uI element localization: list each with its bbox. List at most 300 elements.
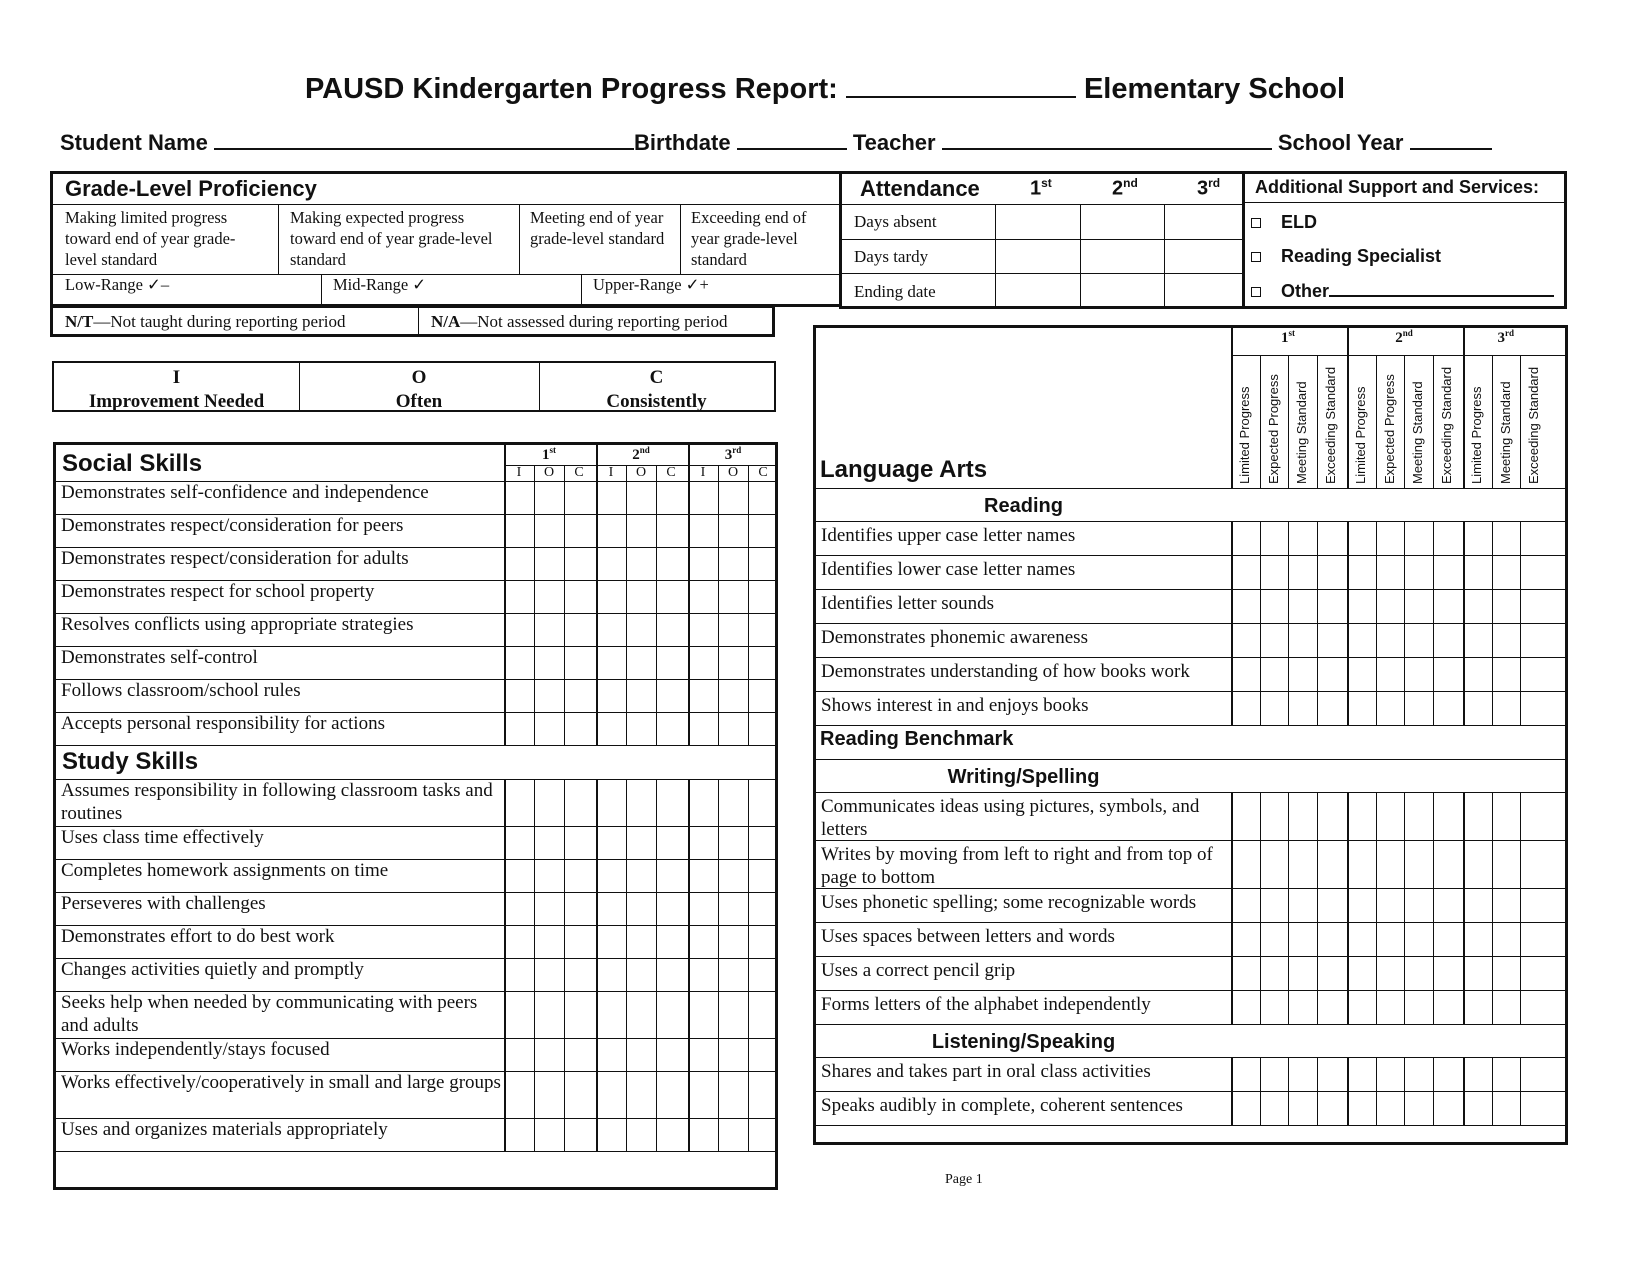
- rating-cell[interactable]: [504, 1071, 534, 1118]
- rating-cell[interactable]: [1433, 555, 1462, 589]
- student-name-field[interactable]: [214, 144, 634, 150]
- rating-cell[interactable]: [656, 1071, 686, 1118]
- rating-cell[interactable]: [1260, 1091, 1289, 1125]
- rating-cell[interactable]: [1463, 1091, 1492, 1125]
- rating-cell[interactable]: [1347, 691, 1376, 725]
- rating-cell[interactable]: [688, 580, 718, 613]
- rating-cell[interactable]: [688, 1038, 718, 1071]
- rating-cell[interactable]: [656, 547, 686, 580]
- rating-cell[interactable]: [718, 580, 748, 613]
- days-absent-cell[interactable]: [996, 205, 1080, 239]
- rating-cell[interactable]: [1376, 990, 1405, 1024]
- rating-cell[interactable]: [718, 646, 748, 679]
- rating-cell[interactable]: [1317, 956, 1346, 990]
- rating-cell[interactable]: [1520, 521, 1549, 555]
- rating-cell[interactable]: [1347, 888, 1376, 922]
- rating-cell[interactable]: [1231, 922, 1260, 956]
- rating-cell[interactable]: [596, 679, 626, 712]
- rating-cell[interactable]: [626, 925, 656, 958]
- rating-cell[interactable]: [504, 1118, 534, 1151]
- rating-cell[interactable]: [1231, 1091, 1260, 1125]
- rating-cell[interactable]: [1317, 990, 1346, 1024]
- rating-cell[interactable]: [1231, 691, 1260, 725]
- support-eld[interactable]: ELD: [1251, 212, 1317, 233]
- rating-cell[interactable]: [718, 958, 748, 991]
- rating-cell[interactable]: [1433, 623, 1462, 657]
- rating-cell[interactable]: [596, 779, 626, 826]
- rating-cell[interactable]: [718, 892, 748, 925]
- rating-cell[interactable]: [1376, 956, 1405, 990]
- checkbox-icon[interactable]: [1251, 287, 1261, 297]
- rating-cell[interactable]: [1376, 521, 1405, 555]
- rating-cell[interactable]: [504, 514, 534, 547]
- rating-cell[interactable]: [1376, 657, 1405, 691]
- rating-cell[interactable]: [1404, 657, 1433, 691]
- rating-cell[interactable]: [596, 712, 626, 745]
- rating-cell[interactable]: [718, 514, 748, 547]
- school-name-blank[interactable]: [846, 92, 1076, 98]
- support-other[interactable]: Other: [1251, 281, 1554, 302]
- rating-cell[interactable]: [1288, 888, 1317, 922]
- rating-cell[interactable]: [1492, 840, 1521, 888]
- rating-cell[interactable]: [596, 892, 626, 925]
- rating-cell[interactable]: [1492, 623, 1521, 657]
- rating-cell[interactable]: [534, 859, 564, 892]
- rating-cell[interactable]: [688, 646, 718, 679]
- rating-cell[interactable]: [1463, 840, 1492, 888]
- rating-cell[interactable]: [1520, 990, 1549, 1024]
- rating-cell[interactable]: [1520, 691, 1549, 725]
- rating-cell[interactable]: [504, 859, 534, 892]
- checkbox-icon[interactable]: [1251, 252, 1261, 262]
- rating-cell[interactable]: [748, 779, 778, 826]
- rating-cell[interactable]: [656, 580, 686, 613]
- rating-cell[interactable]: [656, 613, 686, 646]
- rating-cell[interactable]: [1463, 792, 1492, 840]
- rating-cell[interactable]: [1288, 922, 1317, 956]
- rating-cell[interactable]: [564, 646, 594, 679]
- rating-cell[interactable]: [1376, 1057, 1405, 1091]
- rating-cell[interactable]: [534, 481, 564, 514]
- rating-cell[interactable]: [1231, 589, 1260, 623]
- rating-cell[interactable]: [688, 958, 718, 991]
- rating-cell[interactable]: [534, 925, 564, 958]
- rating-cell[interactable]: [1433, 1091, 1462, 1125]
- rating-cell[interactable]: [504, 613, 534, 646]
- rating-cell[interactable]: [1463, 1057, 1492, 1091]
- rating-cell[interactable]: [1492, 657, 1521, 691]
- rating-cell[interactable]: [504, 580, 534, 613]
- rating-cell[interactable]: [1404, 623, 1433, 657]
- rating-cell[interactable]: [718, 547, 748, 580]
- rating-cell[interactable]: [1317, 589, 1346, 623]
- rating-cell[interactable]: [656, 712, 686, 745]
- rating-cell[interactable]: [596, 481, 626, 514]
- rating-cell[interactable]: [1260, 990, 1289, 1024]
- rating-cell[interactable]: [656, 481, 686, 514]
- rating-cell[interactable]: [656, 646, 686, 679]
- rating-cell[interactable]: [1260, 623, 1289, 657]
- rating-cell[interactable]: [1520, 589, 1549, 623]
- rating-cell[interactable]: [1347, 589, 1376, 623]
- rating-cell[interactable]: [1260, 840, 1289, 888]
- rating-cell[interactable]: [1347, 521, 1376, 555]
- rating-cell[interactable]: [1463, 589, 1492, 623]
- rating-cell[interactable]: [718, 1038, 748, 1071]
- rating-cell[interactable]: [1231, 555, 1260, 589]
- rating-cell[interactable]: [748, 580, 778, 613]
- rating-cell[interactable]: [1288, 792, 1317, 840]
- rating-cell[interactable]: [564, 580, 594, 613]
- rating-cell[interactable]: [1463, 521, 1492, 555]
- rating-cell[interactable]: [1288, 623, 1317, 657]
- rating-cell[interactable]: [504, 679, 534, 712]
- rating-cell[interactable]: [564, 958, 594, 991]
- rating-cell[interactable]: [718, 712, 748, 745]
- rating-cell[interactable]: [1376, 840, 1405, 888]
- rating-cell[interactable]: [718, 679, 748, 712]
- rating-cell[interactable]: [1317, 657, 1346, 691]
- rating-cell[interactable]: [1433, 792, 1462, 840]
- rating-cell[interactable]: [596, 991, 626, 1038]
- rating-cell[interactable]: [1404, 990, 1433, 1024]
- rating-cell[interactable]: [656, 779, 686, 826]
- rating-cell[interactable]: [1404, 691, 1433, 725]
- rating-cell[interactable]: [688, 547, 718, 580]
- rating-cell[interactable]: [596, 646, 626, 679]
- rating-cell[interactable]: [1520, 1057, 1549, 1091]
- rating-cell[interactable]: [1317, 555, 1346, 589]
- rating-cell[interactable]: [534, 613, 564, 646]
- rating-cell[interactable]: [564, 1071, 594, 1118]
- rating-cell[interactable]: [1463, 888, 1492, 922]
- rating-cell[interactable]: [688, 892, 718, 925]
- rating-cell[interactable]: [564, 892, 594, 925]
- rating-cell[interactable]: [564, 859, 594, 892]
- rating-cell[interactable]: [1376, 555, 1405, 589]
- rating-cell[interactable]: [564, 1118, 594, 1151]
- rating-cell[interactable]: [1376, 888, 1405, 922]
- rating-cell[interactable]: [534, 1038, 564, 1071]
- rating-cell[interactable]: [1317, 792, 1346, 840]
- rating-cell[interactable]: [1463, 657, 1492, 691]
- school-year-field[interactable]: [1410, 144, 1492, 150]
- rating-cell[interactable]: [1404, 589, 1433, 623]
- rating-cell[interactable]: [626, 826, 656, 859]
- rating-cell[interactable]: [718, 1071, 748, 1118]
- rating-cell[interactable]: [718, 991, 748, 1038]
- rating-cell[interactable]: [1520, 840, 1549, 888]
- rating-cell[interactable]: [688, 514, 718, 547]
- rating-cell[interactable]: [1492, 1057, 1521, 1091]
- rating-cell[interactable]: [626, 991, 656, 1038]
- rating-cell[interactable]: [656, 1038, 686, 1071]
- rating-cell[interactable]: [748, 1071, 778, 1118]
- rating-cell[interactable]: [1260, 589, 1289, 623]
- rating-cell[interactable]: [748, 1038, 778, 1071]
- rating-cell[interactable]: [748, 859, 778, 892]
- rating-cell[interactable]: [626, 779, 656, 826]
- rating-cell[interactable]: [564, 826, 594, 859]
- checkbox-icon[interactable]: [1251, 218, 1261, 228]
- rating-cell[interactable]: [1520, 1091, 1549, 1125]
- rating-cell[interactable]: [1347, 990, 1376, 1024]
- rating-cell[interactable]: [688, 826, 718, 859]
- rating-cell[interactable]: [1317, 1091, 1346, 1125]
- rating-cell[interactable]: [656, 958, 686, 991]
- rating-cell[interactable]: [534, 1071, 564, 1118]
- rating-cell[interactable]: [1347, 792, 1376, 840]
- rating-cell[interactable]: [1347, 555, 1376, 589]
- rating-cell[interactable]: [1376, 589, 1405, 623]
- rating-cell[interactable]: [504, 481, 534, 514]
- rating-cell[interactable]: [626, 892, 656, 925]
- rating-cell[interactable]: [1260, 657, 1289, 691]
- rating-cell[interactable]: [1317, 691, 1346, 725]
- rating-cell[interactable]: [564, 613, 594, 646]
- rating-cell[interactable]: [504, 547, 534, 580]
- rating-cell[interactable]: [534, 779, 564, 826]
- rating-cell[interactable]: [596, 859, 626, 892]
- rating-cell[interactable]: [656, 679, 686, 712]
- rating-cell[interactable]: [748, 514, 778, 547]
- rating-cell[interactable]: [504, 712, 534, 745]
- rating-cell[interactable]: [626, 481, 656, 514]
- rating-cell[interactable]: [1231, 888, 1260, 922]
- rating-cell[interactable]: [1520, 623, 1549, 657]
- rating-cell[interactable]: [1317, 521, 1346, 555]
- rating-cell[interactable]: [718, 859, 748, 892]
- rating-cell[interactable]: [1288, 990, 1317, 1024]
- rating-cell[interactable]: [534, 514, 564, 547]
- rating-cell[interactable]: [564, 991, 594, 1038]
- rating-cell[interactable]: [1317, 1057, 1346, 1091]
- rating-cell[interactable]: [1433, 521, 1462, 555]
- rating-cell[interactable]: [1463, 956, 1492, 990]
- rating-cell[interactable]: [688, 925, 718, 958]
- rating-cell[interactable]: [1260, 922, 1289, 956]
- rating-cell[interactable]: [688, 613, 718, 646]
- rating-cell[interactable]: [534, 991, 564, 1038]
- rating-cell[interactable]: [1231, 623, 1260, 657]
- rating-cell[interactable]: [596, 826, 626, 859]
- rating-cell[interactable]: [1433, 589, 1462, 623]
- rating-cell[interactable]: [718, 826, 748, 859]
- rating-cell[interactable]: [534, 580, 564, 613]
- rating-cell[interactable]: [626, 580, 656, 613]
- rating-cell[interactable]: [1376, 792, 1405, 840]
- rating-cell[interactable]: [748, 892, 778, 925]
- rating-cell[interactable]: [1492, 555, 1521, 589]
- rating-cell[interactable]: [718, 925, 748, 958]
- rating-cell[interactable]: [1231, 990, 1260, 1024]
- rating-cell[interactable]: [1317, 840, 1346, 888]
- rating-cell[interactable]: [1260, 1057, 1289, 1091]
- rating-cell[interactable]: [688, 679, 718, 712]
- rating-cell[interactable]: [718, 1118, 748, 1151]
- rating-cell[interactable]: [534, 547, 564, 580]
- rating-cell[interactable]: [626, 1118, 656, 1151]
- rating-cell[interactable]: [656, 514, 686, 547]
- rating-cell[interactable]: [1288, 691, 1317, 725]
- rating-cell[interactable]: [1520, 888, 1549, 922]
- rating-cell[interactable]: [626, 646, 656, 679]
- rating-cell[interactable]: [1347, 657, 1376, 691]
- rating-cell[interactable]: [656, 925, 686, 958]
- rating-cell[interactable]: [1288, 657, 1317, 691]
- rating-cell[interactable]: [1231, 956, 1260, 990]
- rating-cell[interactable]: [564, 925, 594, 958]
- rating-cell[interactable]: [748, 481, 778, 514]
- rating-cell[interactable]: [1463, 922, 1492, 956]
- rating-cell[interactable]: [748, 712, 778, 745]
- support-other-field[interactable]: [1329, 291, 1554, 297]
- rating-cell[interactable]: [1492, 888, 1521, 922]
- rating-cell[interactable]: [688, 1118, 718, 1151]
- rating-cell[interactable]: [1492, 691, 1521, 725]
- rating-cell[interactable]: [534, 958, 564, 991]
- rating-cell[interactable]: [1231, 1057, 1260, 1091]
- rating-cell[interactable]: [596, 580, 626, 613]
- rating-cell[interactable]: [534, 892, 564, 925]
- rating-cell[interactable]: [534, 1118, 564, 1151]
- rating-cell[interactable]: [1492, 956, 1521, 990]
- rating-cell[interactable]: [504, 1038, 534, 1071]
- rating-cell[interactable]: [1260, 956, 1289, 990]
- rating-cell[interactable]: [596, 1118, 626, 1151]
- rating-cell[interactable]: [1288, 555, 1317, 589]
- rating-cell[interactable]: [626, 679, 656, 712]
- rating-cell[interactable]: [1404, 555, 1433, 589]
- rating-cell[interactable]: [1317, 623, 1346, 657]
- rating-cell[interactable]: [688, 991, 718, 1038]
- rating-cell[interactable]: [564, 712, 594, 745]
- rating-cell[interactable]: [1347, 623, 1376, 657]
- rating-cell[interactable]: [1376, 691, 1405, 725]
- rating-cell[interactable]: [1404, 956, 1433, 990]
- rating-cell[interactable]: [1520, 657, 1549, 691]
- rating-cell[interactable]: [1492, 792, 1521, 840]
- rating-cell[interactable]: [1404, 922, 1433, 956]
- rating-cell[interactable]: [1404, 888, 1433, 922]
- rating-cell[interactable]: [626, 1038, 656, 1071]
- rating-cell[interactable]: [504, 646, 534, 679]
- rating-cell[interactable]: [1260, 691, 1289, 725]
- rating-cell[interactable]: [1492, 1091, 1521, 1125]
- rating-cell[interactable]: [504, 826, 534, 859]
- rating-cell[interactable]: [748, 958, 778, 991]
- rating-cell[interactable]: [718, 779, 748, 826]
- rating-cell[interactable]: [748, 679, 778, 712]
- teacher-field[interactable]: [942, 144, 1272, 150]
- rating-cell[interactable]: [656, 892, 686, 925]
- rating-cell[interactable]: [1347, 1057, 1376, 1091]
- rating-cell[interactable]: [1492, 990, 1521, 1024]
- rating-cell[interactable]: [534, 646, 564, 679]
- rating-cell[interactable]: [1231, 521, 1260, 555]
- rating-cell[interactable]: [1317, 922, 1346, 956]
- rating-cell[interactable]: [1520, 956, 1549, 990]
- rating-cell[interactable]: [1260, 888, 1289, 922]
- rating-cell[interactable]: [626, 514, 656, 547]
- rating-cell[interactable]: [1376, 623, 1405, 657]
- rating-cell[interactable]: [688, 859, 718, 892]
- rating-cell[interactable]: [1347, 840, 1376, 888]
- rating-cell[interactable]: [596, 547, 626, 580]
- rating-cell[interactable]: [626, 1071, 656, 1118]
- rating-cell[interactable]: [688, 712, 718, 745]
- rating-cell[interactable]: [534, 679, 564, 712]
- rating-cell[interactable]: [656, 826, 686, 859]
- rating-cell[interactable]: [1433, 657, 1462, 691]
- rating-cell[interactable]: [656, 1118, 686, 1151]
- rating-cell[interactable]: [1260, 521, 1289, 555]
- rating-cell[interactable]: [1288, 589, 1317, 623]
- rating-cell[interactable]: [656, 991, 686, 1038]
- rating-cell[interactable]: [564, 779, 594, 826]
- rating-cell[interactable]: [1260, 792, 1289, 840]
- rating-cell[interactable]: [1260, 555, 1289, 589]
- rating-cell[interactable]: [504, 779, 534, 826]
- rating-cell[interactable]: [564, 679, 594, 712]
- rating-cell[interactable]: [1433, 956, 1462, 990]
- rating-cell[interactable]: [718, 613, 748, 646]
- rating-cell[interactable]: [504, 958, 534, 991]
- rating-cell[interactable]: [656, 859, 686, 892]
- rating-cell[interactable]: [596, 613, 626, 646]
- rating-cell[interactable]: [626, 958, 656, 991]
- rating-cell[interactable]: [1492, 521, 1521, 555]
- rating-cell[interactable]: [1347, 1091, 1376, 1125]
- rating-cell[interactable]: [1404, 1057, 1433, 1091]
- rating-cell[interactable]: [1404, 792, 1433, 840]
- rating-cell[interactable]: [1463, 990, 1492, 1024]
- rating-cell[interactable]: [748, 547, 778, 580]
- rating-cell[interactable]: [748, 826, 778, 859]
- rating-cell[interactable]: [748, 646, 778, 679]
- rating-cell[interactable]: [564, 481, 594, 514]
- birthdate-field[interactable]: [737, 144, 847, 150]
- rating-cell[interactable]: [1404, 840, 1433, 888]
- rating-cell[interactable]: [1520, 555, 1549, 589]
- rating-cell[interactable]: [626, 613, 656, 646]
- rating-cell[interactable]: [626, 547, 656, 580]
- rating-cell[interactable]: [1317, 888, 1346, 922]
- rating-cell[interactable]: [596, 925, 626, 958]
- rating-cell[interactable]: [1288, 956, 1317, 990]
- rating-cell[interactable]: [748, 1118, 778, 1151]
- rating-cell[interactable]: [1433, 922, 1462, 956]
- rating-cell[interactable]: [748, 991, 778, 1038]
- rating-cell[interactable]: [1520, 922, 1549, 956]
- rating-cell[interactable]: [688, 1071, 718, 1118]
- rating-cell[interactable]: [504, 991, 534, 1038]
- rating-cell[interactable]: [1433, 888, 1462, 922]
- rating-cell[interactable]: [1433, 691, 1462, 725]
- rating-cell[interactable]: [1520, 792, 1549, 840]
- rating-cell[interactable]: [1231, 657, 1260, 691]
- rating-cell[interactable]: [718, 481, 748, 514]
- rating-cell[interactable]: [1347, 956, 1376, 990]
- rating-cell[interactable]: [1288, 840, 1317, 888]
- rating-cell[interactable]: [564, 547, 594, 580]
- rating-cell[interactable]: [1463, 691, 1492, 725]
- rating-cell[interactable]: [1463, 623, 1492, 657]
- rating-cell[interactable]: [688, 779, 718, 826]
- rating-cell[interactable]: [534, 712, 564, 745]
- rating-cell[interactable]: [1433, 990, 1462, 1024]
- rating-cell[interactable]: [1433, 1057, 1462, 1091]
